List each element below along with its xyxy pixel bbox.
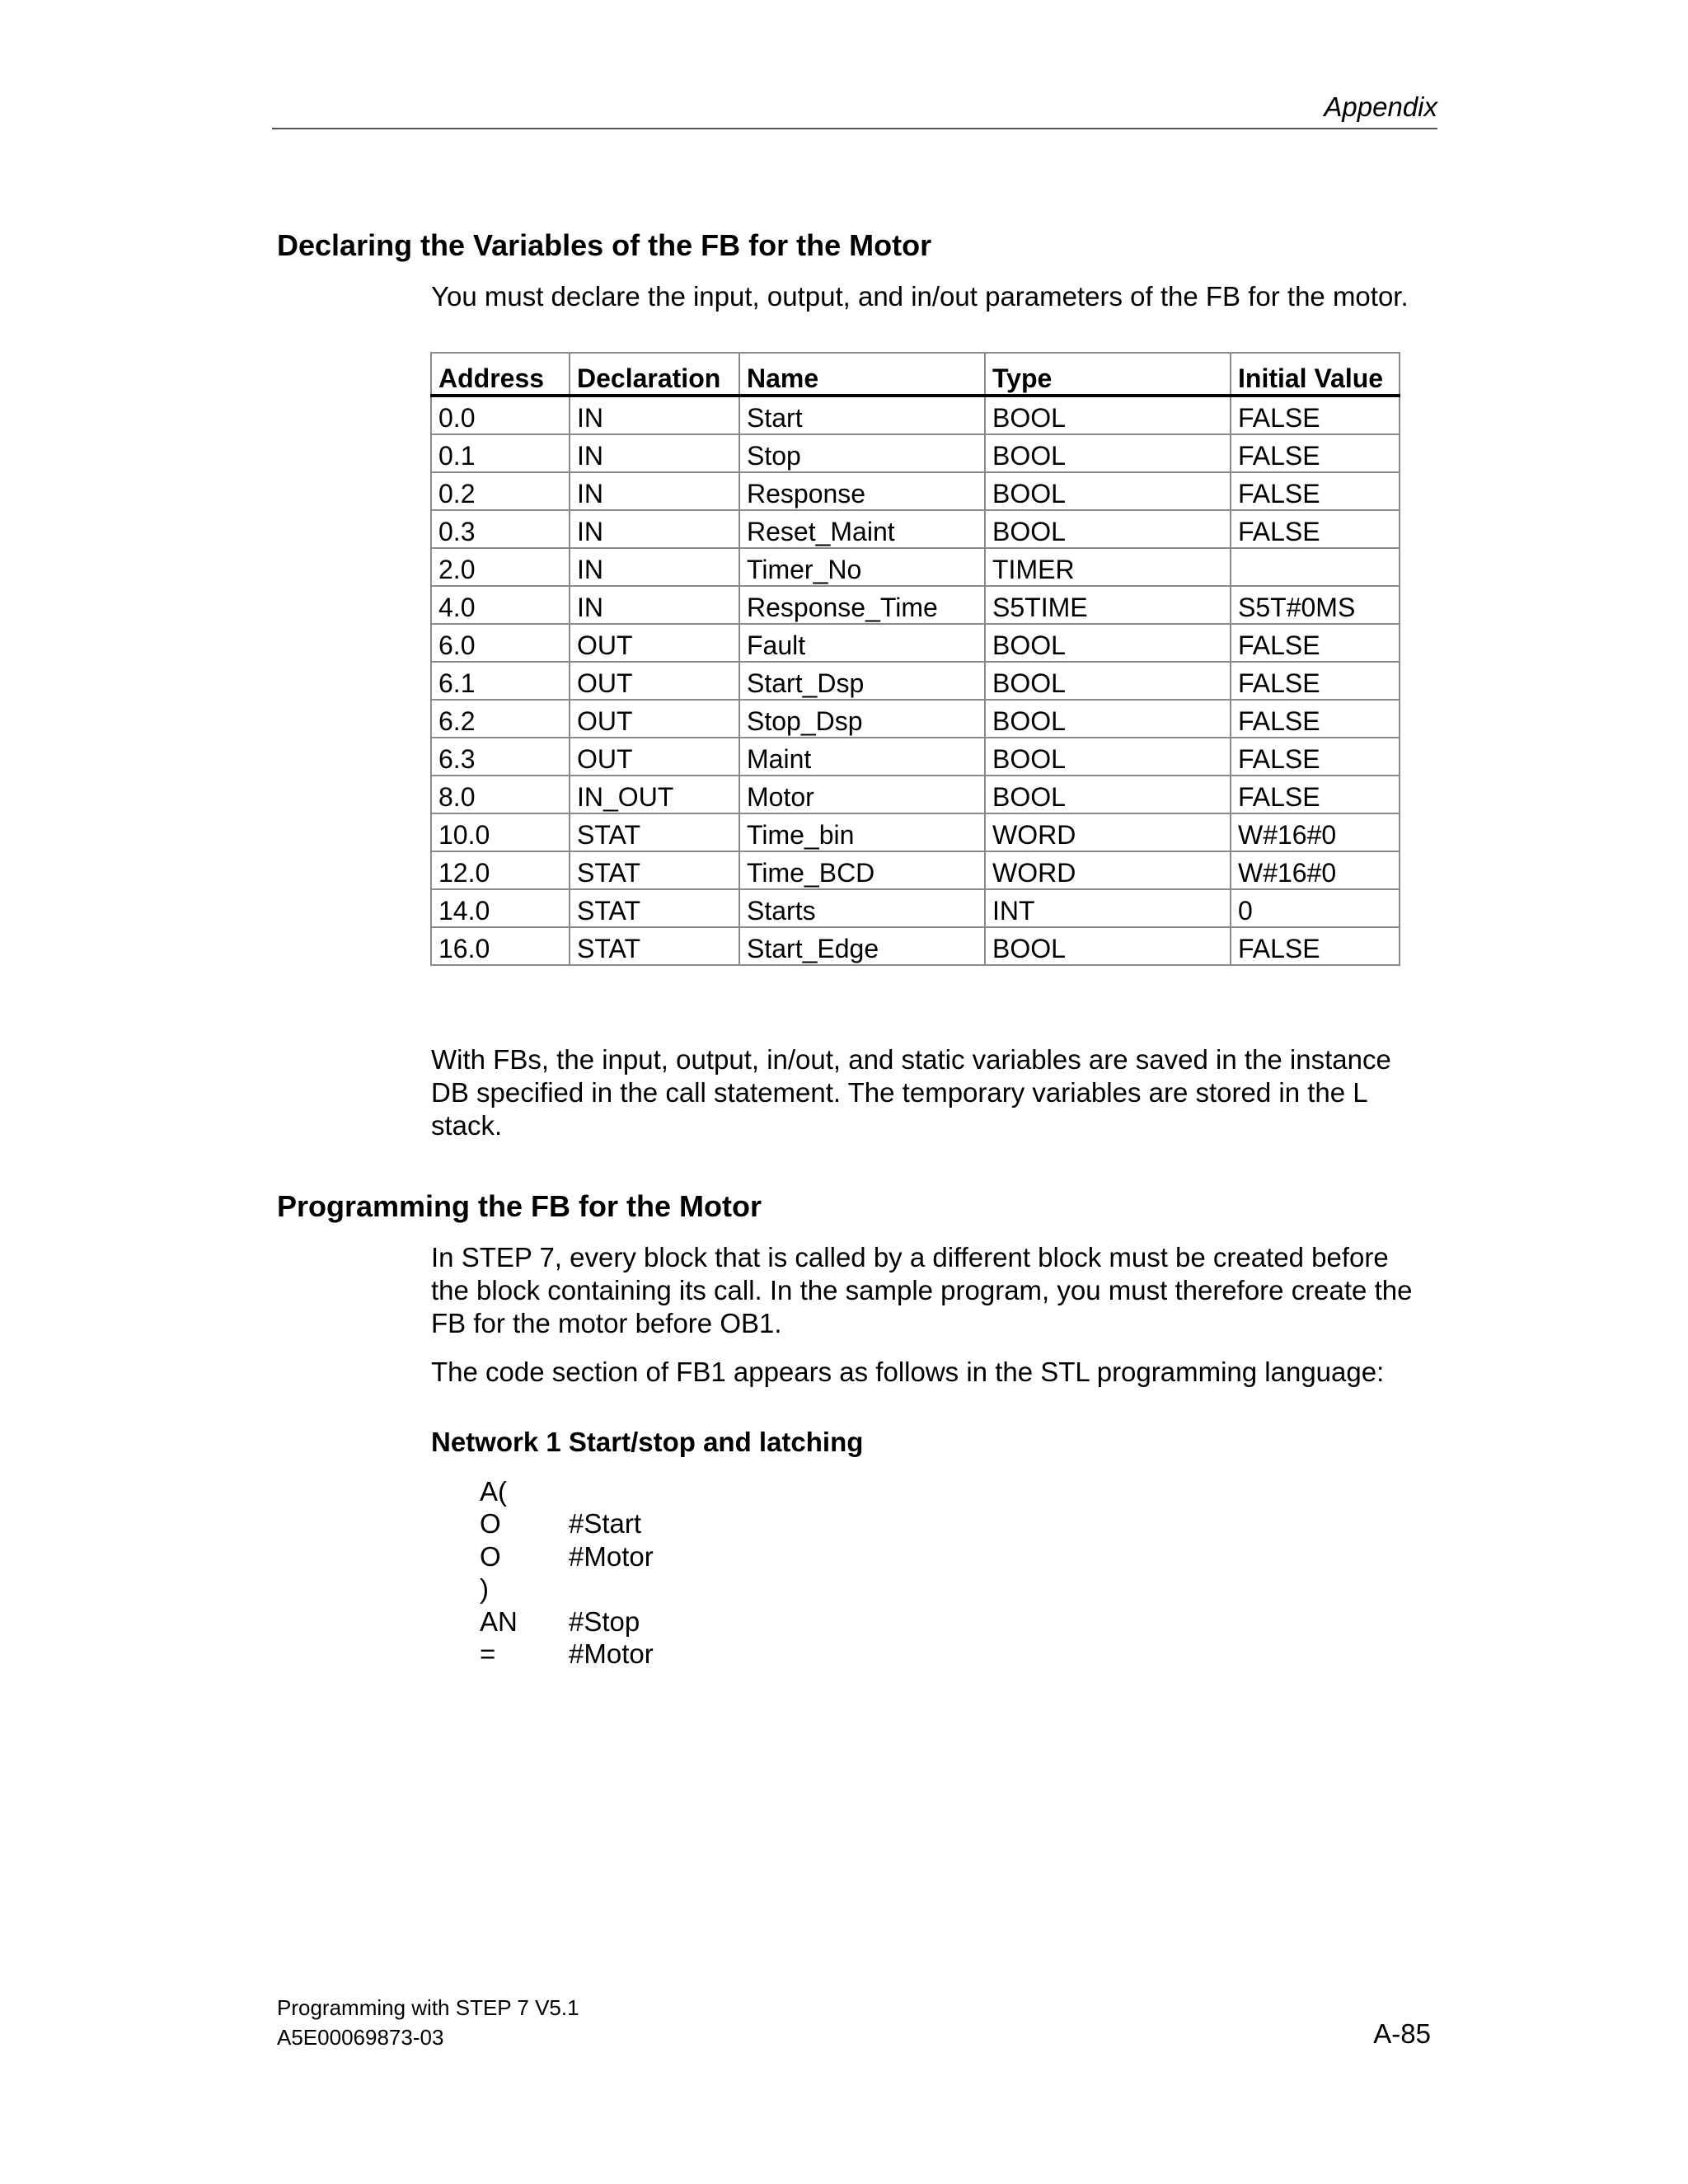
cell-name: Timer_No bbox=[739, 548, 985, 586]
variable-declaration-table bbox=[430, 352, 1400, 966]
code-operation: A( bbox=[480, 1476, 507, 1507]
cell-initial-value: FALSE bbox=[1231, 624, 1400, 662]
cell-declaration: OUT bbox=[570, 624, 739, 662]
cell-address: 8.0 bbox=[431, 776, 570, 813]
table-row bbox=[431, 927, 1400, 965]
column-header-declaration: Declaration bbox=[570, 353, 739, 396]
code-line bbox=[480, 1540, 654, 1572]
cell-name: Stop bbox=[739, 434, 985, 472]
cell-initial-value bbox=[1231, 548, 1400, 586]
cell-type: S5TIME bbox=[985, 586, 1231, 624]
code-operation: O bbox=[480, 1508, 501, 1540]
cell-address: 0.2 bbox=[431, 472, 570, 510]
table-row bbox=[431, 776, 1400, 813]
code-operation: O bbox=[480, 1540, 501, 1572]
table-row bbox=[431, 396, 1400, 434]
cell-name: Fault bbox=[739, 624, 985, 662]
cell-address: 2.0 bbox=[431, 548, 570, 586]
code-line bbox=[480, 1638, 654, 1670]
cell-address: 0.0 bbox=[431, 396, 570, 434]
table-row bbox=[431, 472, 1400, 510]
cell-name: Response_Time bbox=[739, 586, 985, 624]
section-title-declaring-variables: Declaring the Variables of the FB for the Motor bbox=[277, 228, 932, 262]
cell-initial-value: FALSE bbox=[1231, 472, 1400, 510]
cell-initial-value: FALSE bbox=[1231, 434, 1400, 472]
cell-name: Reset_Maint bbox=[739, 510, 985, 548]
cell-declaration: IN_OUT bbox=[570, 776, 739, 813]
cell-type: BOOL bbox=[985, 434, 1231, 472]
cell-declaration: STAT bbox=[570, 851, 739, 889]
cell-type: BOOL bbox=[985, 624, 1231, 662]
cell-initial-value: S5T#0MS bbox=[1231, 586, 1400, 624]
cell-declaration: IN bbox=[570, 396, 739, 434]
code-operand: #Motor bbox=[569, 1540, 654, 1572]
cell-address: 12.0 bbox=[431, 851, 570, 889]
code-line bbox=[480, 1475, 654, 1507]
cell-address: 6.3 bbox=[431, 738, 570, 776]
cell-address: 6.1 bbox=[431, 662, 570, 700]
cell-type: BOOL bbox=[985, 396, 1231, 434]
section-intro-text: You must declare the input, output, and in/out parameters of the FB for the motor. bbox=[431, 281, 1409, 312]
cell-address: 4.0 bbox=[431, 586, 570, 624]
code-operation: = bbox=[480, 1638, 496, 1669]
cell-name: Start_Dsp bbox=[739, 662, 985, 700]
network-title: Network 1 Start/stop and latching bbox=[431, 1427, 864, 1457]
table-row bbox=[431, 434, 1400, 472]
footer-page-number: A-85 bbox=[1373, 2018, 1431, 2049]
table-row bbox=[431, 624, 1400, 662]
cell-initial-value: FALSE bbox=[1231, 662, 1400, 700]
table-row bbox=[431, 586, 1400, 624]
cell-initial-value: W#16#0 bbox=[1231, 813, 1400, 851]
cell-initial-value: FALSE bbox=[1231, 396, 1400, 434]
cell-address: 14.0 bbox=[431, 889, 570, 927]
cell-declaration: IN bbox=[570, 472, 739, 510]
table-row bbox=[431, 548, 1400, 586]
cell-type: BOOL bbox=[985, 776, 1231, 813]
cell-type: BOOL bbox=[985, 700, 1231, 738]
table-row bbox=[431, 889, 1400, 927]
cell-name: Starts bbox=[739, 889, 985, 927]
code-line bbox=[480, 1572, 654, 1605]
cell-initial-value: W#16#0 bbox=[1231, 851, 1400, 889]
cell-declaration: OUT bbox=[570, 700, 739, 738]
cell-declaration: IN bbox=[570, 586, 739, 624]
column-header-name: Name bbox=[739, 353, 985, 396]
cell-address: 16.0 bbox=[431, 927, 570, 965]
cell-initial-value: FALSE bbox=[1231, 927, 1400, 965]
cell-type: WORD bbox=[985, 851, 1231, 889]
table-row bbox=[431, 813, 1400, 851]
cell-name: Motor bbox=[739, 776, 985, 813]
cell-name: Time_BCD bbox=[739, 851, 985, 889]
cell-declaration: STAT bbox=[570, 927, 739, 965]
table-body bbox=[431, 396, 1400, 965]
cell-name: Maint bbox=[739, 738, 985, 776]
section-title-programming-fb: Programming the FB for the Motor bbox=[277, 1189, 762, 1223]
running-header: Appendix bbox=[1324, 91, 1437, 122]
cell-type: BOOL bbox=[985, 472, 1231, 510]
code-line bbox=[480, 1605, 654, 1638]
column-header-type: Type bbox=[985, 353, 1231, 396]
cell-address: 6.0 bbox=[431, 624, 570, 662]
cell-initial-value: FALSE bbox=[1231, 738, 1400, 776]
code-operation: ) bbox=[480, 1573, 489, 1605]
cell-type: BOOL bbox=[985, 927, 1231, 965]
storage-explanation-text: With FBs, the input, output, in/out, and static variables are saved in the instance DB specified in the call statement. The temporary variables are stored in the L stack. bbox=[431, 1044, 1391, 1141]
stl-code-listing bbox=[480, 1475, 654, 1670]
cell-name: Stop_Dsp bbox=[739, 700, 985, 738]
footer-doc-number: A5E00069873-03 bbox=[277, 2025, 444, 2050]
table-header-row bbox=[431, 353, 1400, 396]
code-operand: #Motor bbox=[569, 1638, 654, 1669]
cell-declaration: STAT bbox=[570, 813, 739, 851]
cell-name: Start_Edge bbox=[739, 927, 985, 965]
cell-initial-value: FALSE bbox=[1231, 700, 1400, 738]
cell-declaration: STAT bbox=[570, 889, 739, 927]
cell-declaration: IN bbox=[570, 510, 739, 548]
column-header-initial-value: Initial Value bbox=[1231, 353, 1400, 396]
footer-left bbox=[277, 1993, 579, 2052]
cell-address: 0.3 bbox=[431, 510, 570, 548]
cell-name: Time_bin bbox=[739, 813, 985, 851]
header-rule bbox=[272, 128, 1437, 129]
cell-address: 10.0 bbox=[431, 813, 570, 851]
code-operand: #Stop bbox=[569, 1605, 640, 1637]
cell-type: TIMER bbox=[985, 548, 1231, 586]
cell-initial-value: 0 bbox=[1231, 889, 1400, 927]
code-operand: #Start bbox=[569, 1508, 642, 1540]
cell-declaration: OUT bbox=[570, 738, 739, 776]
cell-name: Response bbox=[739, 472, 985, 510]
cell-initial-value: FALSE bbox=[1231, 776, 1400, 813]
cell-declaration: IN bbox=[570, 434, 739, 472]
cell-type: BOOL bbox=[985, 510, 1231, 548]
table-row bbox=[431, 851, 1400, 889]
table-row bbox=[431, 700, 1400, 738]
table-row bbox=[431, 738, 1400, 776]
table-row bbox=[431, 510, 1400, 548]
footer-manual-title: Programming with STEP 7 V5.1 bbox=[277, 1995, 579, 2020]
cell-address: 0.1 bbox=[431, 434, 570, 472]
cell-type: BOOL bbox=[985, 662, 1231, 700]
code-section-intro: The code section of FB1 appears as follows in the STL programming language: bbox=[431, 1357, 1385, 1387]
cell-address: 6.2 bbox=[431, 700, 570, 738]
cell-name: Start bbox=[739, 396, 985, 434]
cell-declaration: OUT bbox=[570, 662, 739, 700]
cell-type: BOOL bbox=[985, 738, 1231, 776]
programming-paragraph: In STEP 7, every block that is called by a different block must be created before the block containing its call. In the sample program, you must therefore create the FB for the motor before OB1. bbox=[431, 1242, 1413, 1338]
cell-type: INT bbox=[985, 889, 1231, 927]
cell-type: WORD bbox=[985, 813, 1231, 851]
cell-initial-value: FALSE bbox=[1231, 510, 1400, 548]
column-header-address: Address bbox=[431, 353, 570, 396]
table-row bbox=[431, 662, 1400, 700]
code-line bbox=[480, 1507, 654, 1540]
cell-declaration: IN bbox=[570, 548, 739, 586]
code-operation: AN bbox=[480, 1605, 518, 1637]
